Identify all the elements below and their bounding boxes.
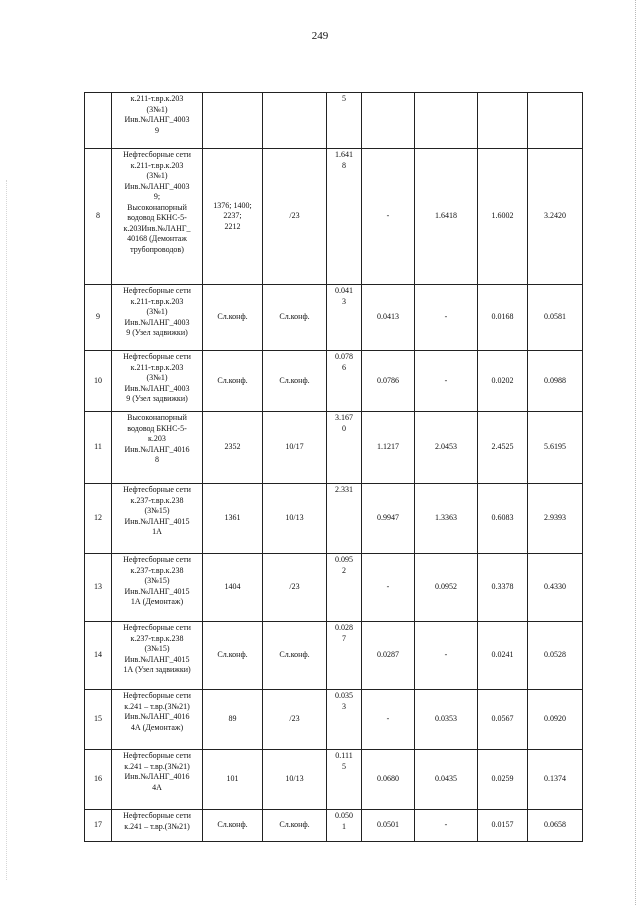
row-number-cell	[85, 810, 112, 842]
value-col7-cell-text: -	[444, 375, 448, 385]
table-row	[85, 690, 583, 750]
object-ids-cell	[203, 750, 263, 810]
value-col8-cell	[478, 810, 528, 842]
code-cell	[263, 412, 327, 484]
object-ids-cell	[203, 412, 263, 484]
length-cell-text: 0.035 3	[335, 691, 353, 711]
table-row	[85, 412, 583, 484]
value-col9-cell	[528, 351, 583, 412]
value-col7-cell	[415, 622, 478, 690]
object-name-cell	[112, 622, 203, 690]
code-cell-text: Сл.конф.	[279, 820, 310, 830]
object-ids-cell	[203, 810, 263, 842]
object-name-cell	[112, 351, 203, 412]
value-col7-cell-text: -	[444, 312, 448, 322]
value-col8-cell	[478, 690, 528, 750]
row-number-cell	[85, 690, 112, 750]
value-col7-cell-text: 0.0952	[435, 582, 457, 592]
row-number-cell	[85, 484, 112, 554]
value-col9-cell-text: 0.4330	[544, 582, 566, 592]
row-number-cell	[85, 622, 112, 690]
code-cell-text: Сл.конф.	[279, 312, 310, 322]
value-col9-cell	[528, 285, 583, 351]
length-cell-text: 0.078 6	[335, 352, 353, 372]
value-col6-cell	[362, 93, 415, 149]
table-row	[85, 149, 583, 285]
table-row	[85, 93, 583, 149]
value-col8-cell	[478, 285, 528, 351]
value-col6-cell	[362, 554, 415, 622]
data-table	[84, 92, 583, 842]
value-col7-cell	[415, 750, 478, 810]
object-ids-cell-text: 1404	[224, 582, 241, 592]
length-cell-text: 2.331	[335, 485, 353, 494]
length-cell-text: 0.111 5	[335, 751, 353, 771]
value-col7-cell	[415, 285, 478, 351]
row-number-cell-text: 8	[96, 211, 100, 221]
value-col9-cell	[528, 93, 583, 149]
value-col7-cell-text: 2.0453	[435, 442, 457, 452]
code-cell	[263, 622, 327, 690]
value-col9-cell	[528, 554, 583, 622]
value-col9-cell	[528, 810, 583, 842]
object-name-cell	[112, 750, 203, 810]
value-col7-cell	[415, 810, 478, 842]
value-col9-cell-text: 2.9393	[544, 513, 566, 523]
table-row	[85, 554, 583, 622]
value-col9-cell-text: 5.6195	[544, 442, 566, 452]
length-cell	[327, 810, 362, 842]
row-number-cell-text: 12	[94, 513, 102, 523]
code-cell	[263, 93, 327, 149]
object-name-cell-text: Высоконапорный водовод БКНС-5- к.203 Инв.№ЛАНГ_4016 8	[124, 413, 190, 464]
table-row	[85, 484, 583, 554]
scan-edge-mark	[634, 0, 636, 905]
value-col9-cell	[528, 750, 583, 810]
object-name-cell	[112, 484, 203, 554]
value-col6-cell	[362, 351, 415, 412]
value-col6-cell	[362, 412, 415, 484]
length-cell-text: 0.028 7	[335, 623, 353, 643]
object-name-cell	[112, 412, 203, 484]
value-col9-cell-text: 0.0988	[544, 375, 566, 385]
length-cell	[327, 149, 362, 285]
scan-edge-mark-left	[6, 180, 8, 880]
code-cell-text: /23	[289, 714, 300, 724]
length-cell	[327, 93, 362, 149]
value-col6-cell-text: 0.0786	[377, 375, 399, 385]
length-cell	[327, 554, 362, 622]
length-cell	[327, 351, 362, 412]
value-col6-cell-text: 0.0680	[377, 774, 399, 784]
value-col8-cell-text: 0.3378	[491, 582, 514, 592]
value-col7-cell	[415, 412, 478, 484]
row-number-cell	[85, 93, 112, 149]
value-col8-cell-text: 0.0157	[491, 820, 514, 830]
value-col6-cell-text: -	[386, 211, 390, 221]
value-col6-cell	[362, 285, 415, 351]
value-col9-cell-text: 0.0581	[544, 312, 566, 322]
object-ids-cell-text: 1376; 1400; 2237; 2212	[213, 200, 252, 231]
value-col8-cell-text: 0.6083	[491, 513, 514, 523]
table-row	[85, 351, 583, 412]
object-name-cell-text: Нефтесборные сети к.211-т.вр.к.203 (3№1) Инв.№ЛАНГ_4003 9 (Узел задвижки)	[123, 352, 191, 403]
value-col8-cell-text: 0.0259	[491, 774, 514, 784]
value-col9-cell-text: 0.0658	[544, 820, 566, 830]
length-cell	[327, 690, 362, 750]
value-col8-cell	[478, 622, 528, 690]
object-ids-cell-text: Сл.конф.	[217, 820, 248, 830]
object-ids-cell-text: 1361	[224, 513, 241, 523]
row-number-cell	[85, 750, 112, 810]
object-name-cell	[112, 554, 203, 622]
code-cell	[263, 149, 327, 285]
value-col9-cell-text: 0.1374	[544, 774, 566, 784]
object-ids-cell	[203, 484, 263, 554]
object-name-cell	[112, 810, 203, 842]
value-col9-cell	[528, 149, 583, 285]
row-number-cell	[85, 285, 112, 351]
row-number-cell-text: 10	[94, 375, 102, 385]
length-cell	[327, 622, 362, 690]
value-col6-cell	[362, 484, 415, 554]
value-col6-cell-text: 0.0287	[377, 650, 399, 660]
object-ids-cell-text: 2352	[224, 442, 241, 452]
object-ids-cell	[203, 351, 263, 412]
value-col7-cell-text: 1.3363	[435, 513, 457, 523]
object-name-cell-text: Нефтесборные сети к.237-т.вр.к.238 (3№15) Инв.№ЛАНГ_4015 1А (Узел задвижки)	[123, 623, 191, 674]
object-name-cell-text: Нефтесборные сети к.211-т.вр.к.203 (3№1) Инв.№ЛАНГ_4003 9 (Узел задвижки)	[123, 286, 191, 337]
value-col7-cell	[415, 93, 478, 149]
object-name-cell-text: Нефтесборные сети к.237-т.вр.к.238 (3№15) Инв.№ЛАНГ_4015 1А (Демонтаж)	[123, 555, 191, 606]
code-cell	[263, 690, 327, 750]
code-cell-text: /23	[289, 582, 300, 592]
value-col6-cell	[362, 149, 415, 285]
row-number-cell	[85, 554, 112, 622]
row-number-cell	[85, 412, 112, 484]
row-number-cell-text: 17	[94, 820, 102, 830]
value-col9-cell-text: 0.0920	[544, 714, 566, 724]
object-ids-cell	[203, 622, 263, 690]
table-row	[85, 810, 583, 842]
value-col6-cell	[362, 810, 415, 842]
table-row	[85, 622, 583, 690]
value-col7-cell-text: 0.0353	[435, 714, 457, 724]
value-col9-cell	[528, 484, 583, 554]
value-col9-cell-text: 0.0528	[544, 650, 566, 660]
length-cell	[327, 484, 362, 554]
object-name-cell	[112, 93, 203, 149]
length-cell	[327, 285, 362, 351]
value-col8-cell	[478, 93, 528, 149]
row-number-cell-text: 11	[94, 442, 102, 452]
length-cell-text: 0.041 3	[335, 286, 353, 306]
row-number-cell-text: 9	[96, 312, 100, 322]
object-ids-cell	[203, 285, 263, 351]
length-cell-text: 5	[342, 94, 346, 103]
value-col6-cell-text: -	[386, 714, 390, 724]
code-cell-text: 10/17	[285, 442, 304, 452]
length-cell-text: 0.050 1	[335, 811, 353, 831]
value-col7-cell-text: 0.0435	[435, 774, 457, 784]
row-number-cell	[85, 351, 112, 412]
value-col8-cell-text: 0.0567	[491, 714, 514, 724]
object-name-cell-text: Нефтесборные сети к.241 – т.вр.(3№21) Инв.№ЛАНГ_4016 4А (Демонтаж)	[123, 691, 191, 732]
code-cell	[263, 554, 327, 622]
object-ids-cell-text: Сл.конф.	[217, 375, 248, 385]
object-ids-cell-text: 101	[226, 774, 239, 784]
value-col9-cell	[528, 622, 583, 690]
table-row	[85, 750, 583, 810]
value-col9-cell	[528, 412, 583, 484]
code-cell	[263, 351, 327, 412]
length-cell-text: 3.167 0	[335, 413, 353, 433]
row-number-cell-text: 16	[94, 774, 102, 784]
row-number-cell-text: 14	[94, 650, 102, 660]
object-ids-cell	[203, 149, 263, 285]
value-col7-cell	[415, 554, 478, 622]
object-ids-cell	[203, 554, 263, 622]
value-col8-cell-text: 0.0202	[491, 375, 514, 385]
object-name-cell-text: Нефтесборные сети к.237-т.вр.к.238 (3№15) Инв.№ЛАНГ_4015 1А	[123, 485, 191, 536]
object-name-cell-text: Нефтесборные сети к.241 – т.вр.(3№21) Инв.№ЛАНГ_4016 4А	[123, 751, 191, 792]
length-cell-text: 1.641 8	[335, 150, 353, 170]
row-number-cell-text: 15	[94, 714, 102, 724]
value-col8-cell	[478, 750, 528, 810]
object-ids-cell-text: 89	[228, 714, 237, 724]
object-name-cell-text: Нефтесборные сети к.211-т.вр.к.203 (3№1) Инв.№ЛАНГ_4003 9; Высоконапорный водовод БКНС-5- к.203Инв.№ЛАНГ_ 40168 (Демонтаж трубопроводов)	[123, 150, 191, 254]
table-row	[85, 285, 583, 351]
value-col7-cell-text: -	[444, 650, 448, 660]
length-cell-text: 0.095 2	[335, 555, 353, 575]
row-number-cell	[85, 149, 112, 285]
value-col8-cell	[478, 351, 528, 412]
value-col7-cell	[415, 690, 478, 750]
value-col7-cell	[415, 484, 478, 554]
value-col6-cell	[362, 690, 415, 750]
object-ids-cell	[203, 690, 263, 750]
value-col8-cell-text: 0.0241	[491, 650, 514, 660]
row-number-cell-text: 13	[94, 582, 102, 592]
value-col8-cell	[478, 412, 528, 484]
value-col8-cell	[478, 554, 528, 622]
value-col7-cell-text: -	[444, 820, 448, 830]
code-cell-text: 10/13	[285, 774, 304, 784]
object-name-cell	[112, 285, 203, 351]
object-ids-cell-text: Сл.конф.	[217, 312, 248, 322]
value-col8-cell	[478, 484, 528, 554]
code-cell-text: 10/13	[285, 513, 304, 523]
object-name-cell-text: к.211-т.вр.к.203 (3№1) Инв.№ЛАНГ_4003 9	[124, 94, 190, 135]
value-col8-cell-text: 2.4525	[491, 442, 514, 452]
value-col6-cell-text: 0.0501	[377, 820, 399, 830]
value-col8-cell-text: 1.6002	[491, 211, 514, 221]
page-number: 249	[311, 30, 329, 42]
value-col9-cell	[528, 690, 583, 750]
value-col6-cell-text: 0.9947	[377, 513, 399, 523]
code-cell-text: Сл.конф.	[279, 650, 310, 660]
value-col7-cell-text: 1.6418	[435, 211, 457, 221]
code-cell	[263, 285, 327, 351]
object-name-cell-text: Нефтесборные сети к.241 – т.вр.(3№21)	[123, 811, 191, 831]
value-col6-cell-text: 1.1217	[377, 442, 399, 452]
value-col9-cell-text: 3.2420	[544, 211, 566, 221]
code-cell	[263, 750, 327, 810]
length-cell	[327, 750, 362, 810]
value-col6-cell-text: -	[386, 582, 390, 592]
value-col8-cell-text: 0.0168	[491, 312, 514, 322]
table-body	[85, 93, 583, 842]
value-col6-cell	[362, 622, 415, 690]
object-name-cell	[112, 149, 203, 285]
object-name-cell	[112, 690, 203, 750]
code-cell	[263, 484, 327, 554]
code-cell	[263, 810, 327, 842]
code-cell-text: /23	[289, 211, 300, 221]
value-col8-cell	[478, 149, 528, 285]
value-col6-cell	[362, 750, 415, 810]
value-col6-cell-text: 0.0413	[377, 312, 399, 322]
object-ids-cell	[203, 93, 263, 149]
value-col7-cell	[415, 351, 478, 412]
length-cell	[327, 412, 362, 484]
value-col7-cell	[415, 149, 478, 285]
code-cell-text: Сл.конф.	[279, 375, 310, 385]
object-ids-cell-text: Сл.конф.	[217, 650, 248, 660]
